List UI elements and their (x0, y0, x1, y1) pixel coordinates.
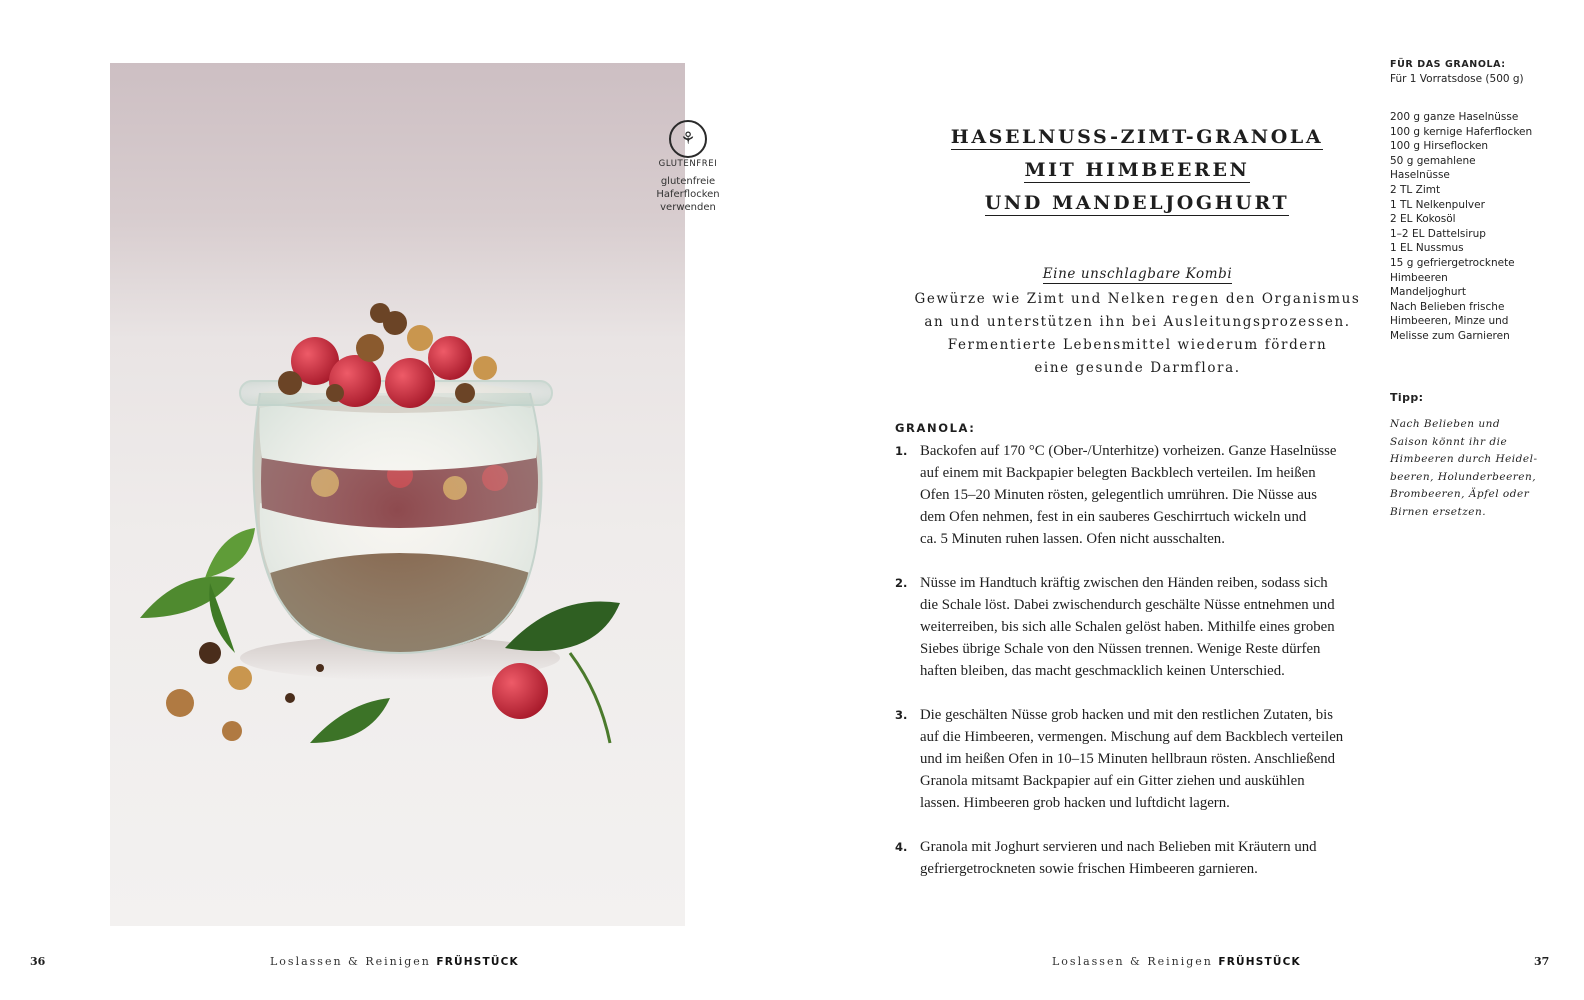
right-page (792, 0, 1584, 1000)
running-head-right: Loslassen & Reinigen FRÜHSTÜCK (1052, 955, 1301, 968)
step-text: Backofen auf 170 °C (Ober-/Unterhitze) vorheizen. Ganze Haselnüsse auf einem mit Backpapier belegten Backblech verteilen. Im heißen Ofen 15–20 Minuten rösten, gelegentlich umrühren. Die Nüsse aus dem Ofen nehmen, fest in ein sauberes Geschirrtuch wickeln und ca. 5 Minuten ruhen lassen. Ofen nicht ausschalten. (920, 443, 1337, 547)
ingredient-line: Nach Belieben frische (1390, 300, 1505, 313)
title-line: MIT HIMBEEREN (1024, 159, 1250, 181)
ingredient-line: 1 TL Nelkenpulver (1390, 198, 1485, 211)
ingredient-line: 2 TL Zimt (1390, 183, 1441, 196)
ingredient-line: Himbeeren (1390, 271, 1448, 284)
step-number: 1. (895, 444, 908, 458)
step-1 (895, 440, 1375, 550)
ingredient-line: 1 EL Nussmus (1390, 242, 1464, 255)
section-heading: GRANOLA: (895, 421, 976, 435)
ingredient-line: 15 g gefriergetrocknete (1390, 256, 1515, 269)
instruction-steps (895, 440, 1375, 902)
ingredient-line: 50 g gemahlene (1390, 154, 1476, 167)
ingredient-line: 100 g Hirseflocken (1390, 140, 1489, 153)
recipe-intro (900, 263, 1375, 380)
ingredients-heading: FÜR DAS GRANOLA: (1390, 59, 1506, 70)
ingredients-sidebar (1390, 58, 1570, 518)
tip-heading: Tipp: (1390, 391, 1424, 404)
recipe-title (932, 125, 1342, 224)
ingredient-line: 100 g kernige Haferflocken (1390, 125, 1533, 138)
intro-heading: Eine unschlagbare Kombi (1042, 266, 1233, 282)
wheat-icon: ⚘ (669, 120, 707, 158)
ingredient-line: 2 EL Kokosöl (1390, 213, 1456, 226)
step-2 (895, 572, 1375, 682)
title-line: UND MANDELJOGHURT (984, 192, 1290, 214)
step-text: Nüsse im Handtuch kräftig zwischen den Händen reiben, sodass sich die Schale löst. Dabei zwischendurch geschälte Nüsse entnehmen und weiterreiben, bis sich alle Schalen gelöst haben. Mithilfe eines groben Siebes übrige Schale von den Nüssen trennen. Wenige Reste dürfen haften bleiben, das macht geschmacklich keinen Unterschied. (920, 575, 1335, 679)
step-number: 4. (895, 840, 908, 854)
step-text: Die geschälten Nüsse grob hacken und mit den restlichen Zutaten, bis auf die Himbeeren, vermengen. Mischung auf dem Backblech verteilen und im heißen Ofen in 10–15 Minuten hellbraun rösten. Anschließend Granola mitsamt Backpapier auf ein Gitter ziehen und auskühlen lassen. Himbeeren grob hacken und luftdicht lagern. (920, 707, 1344, 811)
step-number: 2. (895, 576, 908, 590)
ingredient-line: 200 g ganze Haselnüsse (1390, 111, 1519, 123)
page-number-left: 36 (30, 955, 46, 968)
recipe-photo (110, 63, 685, 926)
yield-text: Für 1 Vorratsdose (500 g) (1390, 73, 1524, 85)
ingredient-line: Melisse zum Garnieren (1390, 329, 1510, 342)
step-4 (895, 836, 1375, 880)
gluten-free-badge (650, 120, 726, 214)
ingredient-line: Mandeljoghurt (1390, 286, 1466, 299)
step-number: 3. (895, 708, 908, 722)
granola-jar-illustration (110, 63, 685, 926)
badge-note: glutenfreie Haferflocken verwenden (656, 176, 720, 213)
step-3 (895, 704, 1375, 814)
page-number-right: 37 (1534, 955, 1550, 968)
badge-label: GLUTENFREI (658, 159, 718, 169)
jar (240, 378, 552, 653)
step-text: Granola mit Joghurt servieren und nach Belieben mit Kräutern und gefriergetrockneten sowie frischen Himbeeren garnieren. (920, 839, 1317, 877)
ingredient-line: Haselnüsse (1390, 169, 1450, 182)
ingredient-line: Himbeeren, Minze und (1390, 315, 1509, 328)
ingredient-list (1390, 110, 1570, 344)
title-line: HASELNUSS-ZIMT-GRANOLA (950, 126, 1324, 148)
tip-text: Nach Belieben und Saison könnt ihr die Himbeeren durch Heidel- beeren, Holunderbeeren, Brombeeren, Äpfel oder Birnen ersetzen. (1390, 418, 1538, 518)
ingredient-line: 1–2 EL Dattelsirup (1390, 227, 1486, 240)
intro-text: Gewürze wie Zimt und Nelken regen den Organismus an und unterstützen ihn bei Ausleitungsprozessen. Fermentierte Lebensmittel wiederum fördern eine gesunde Darmflora. (914, 291, 1361, 376)
running-head-left: Loslassen & Reinigen FRÜHSTÜCK (270, 955, 519, 968)
